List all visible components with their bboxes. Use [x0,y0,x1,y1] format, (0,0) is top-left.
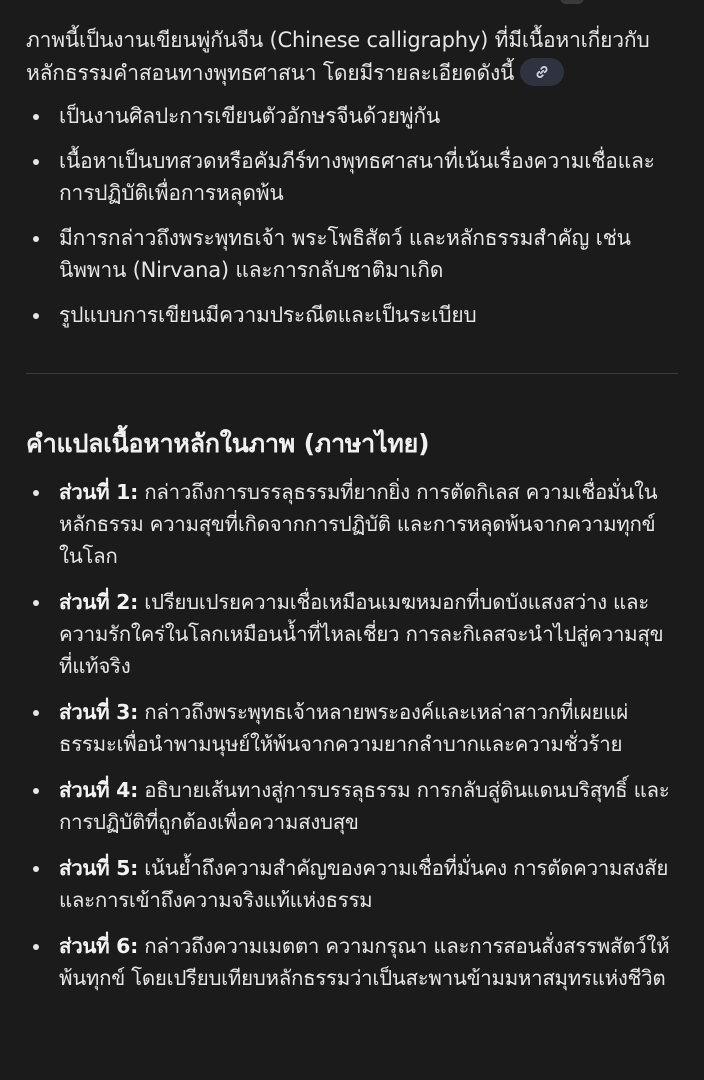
summary-item: มีการกล่าวถึงพระพุทธเจ้า พระโพธิสัตว์ และหลักธรรมสำคัญ เช่น นิพพาน (Nirvana) และการกลับชาติมาเกิด [26,222,678,286]
summary-item: เนื้อหาเป็นบทสวดหรือคัมภีร์ทางพุทธศาสนาที่เน้นเรื่องความเชื่อและการปฏิบัติเพื่อการหลุดพ้น [26,145,678,209]
part-label: ส่วนที่ 3: [59,700,139,724]
part-label: ส่วนที่ 2: [59,590,139,614]
part-text: กล่าวถึงการบรรลุธรรมที่ยากยิ่ง การตัดกิเลส ความเชื่อมั่นในหลักธรรม ความสุขที่เกิดจากการปฏิบัติ และการหลุดพ้นจากความทุกข์ในโลก [59,480,658,568]
translation-heading: คำแปลเนื้อหาหลักในภาพ (ภาษาไทย) [26,429,430,458]
translation-item [26,696,678,760]
part-label: ส่วนที่ 4: [59,778,139,802]
link-icon [534,64,550,80]
summary-list [26,100,678,331]
part-text: กล่าวถึงพระพุทธเจ้าหลายพระองค์และเหล่าสาวกที่เผยแผ่ธรรมะเพื่อนำพามนุษย์ให้พ้นจากความยากลำบากและความชั่วร้าย [59,700,628,756]
section-divider [26,373,678,374]
intro-paragraph [26,24,678,90]
summary-item: เป็นงานศิลปะการเขียนตัวอักษรจีนด้วยพู่กัน [26,100,678,132]
source-link-button[interactable] [520,58,564,86]
translation-list [26,476,678,994]
part-text: อธิบายเส้นทางสู่การบรรลุธรรม การกลับสู่ดินแดนบริสุทธิ์ และการปฏิบัติที่ถูกต้องเพื่อความสงบสุข [59,778,670,834]
intro-text: ภาพนี้เป็นงานเขียนพู่กันจีน (Chinese calligraphy) ที่มีเนื้อหาเกี่ยวกับหลักธรรมคำสอนทางพุทธศาสนา โดยมีรายละเอียดดังนี้ [26,28,650,85]
part-label: ส่วนที่ 5: [59,856,139,880]
translation-item [26,930,678,994]
part-text: กล่าวถึงความเมตตา ความกรุณา และการสอนสั่งสรรพสัตว์ให้พ้นทุกข์ โดยเปรียบเทียบหลักธรรมว่าเป็นสะพานข้ามมหาสมุทรแห่งชีวิต [59,934,670,990]
translation-item [26,476,678,572]
part-text: เน้นย้ำถึงความสำคัญของความเชื่อที่มั่นคง การตัดความสงสัย และการเข้าถึงความจริงแท้แห่งธรรม [59,856,669,912]
part-label: ส่วนที่ 1: [59,480,139,504]
summary-item: รูปแบบการเขียนมีความประณีตและเป็นระเบียบ [26,299,678,331]
part-text: เปรียบเปรยความเชื่อเหมือนเมฆหมอกที่บดบังแสงสว่าง และความรักใคร่ในโลกเหมือนน้ำที่ไหลเชี่ยว การละกิเลสจะนำไปสู่ความสุขที่แท้จริง [59,590,664,678]
scroll-edge-indicator [560,0,584,4]
translation-item [26,774,678,838]
translation-item [26,852,678,916]
part-label: ส่วนที่ 6: [59,934,139,958]
translation-item [26,586,678,682]
response-content [26,24,678,1008]
